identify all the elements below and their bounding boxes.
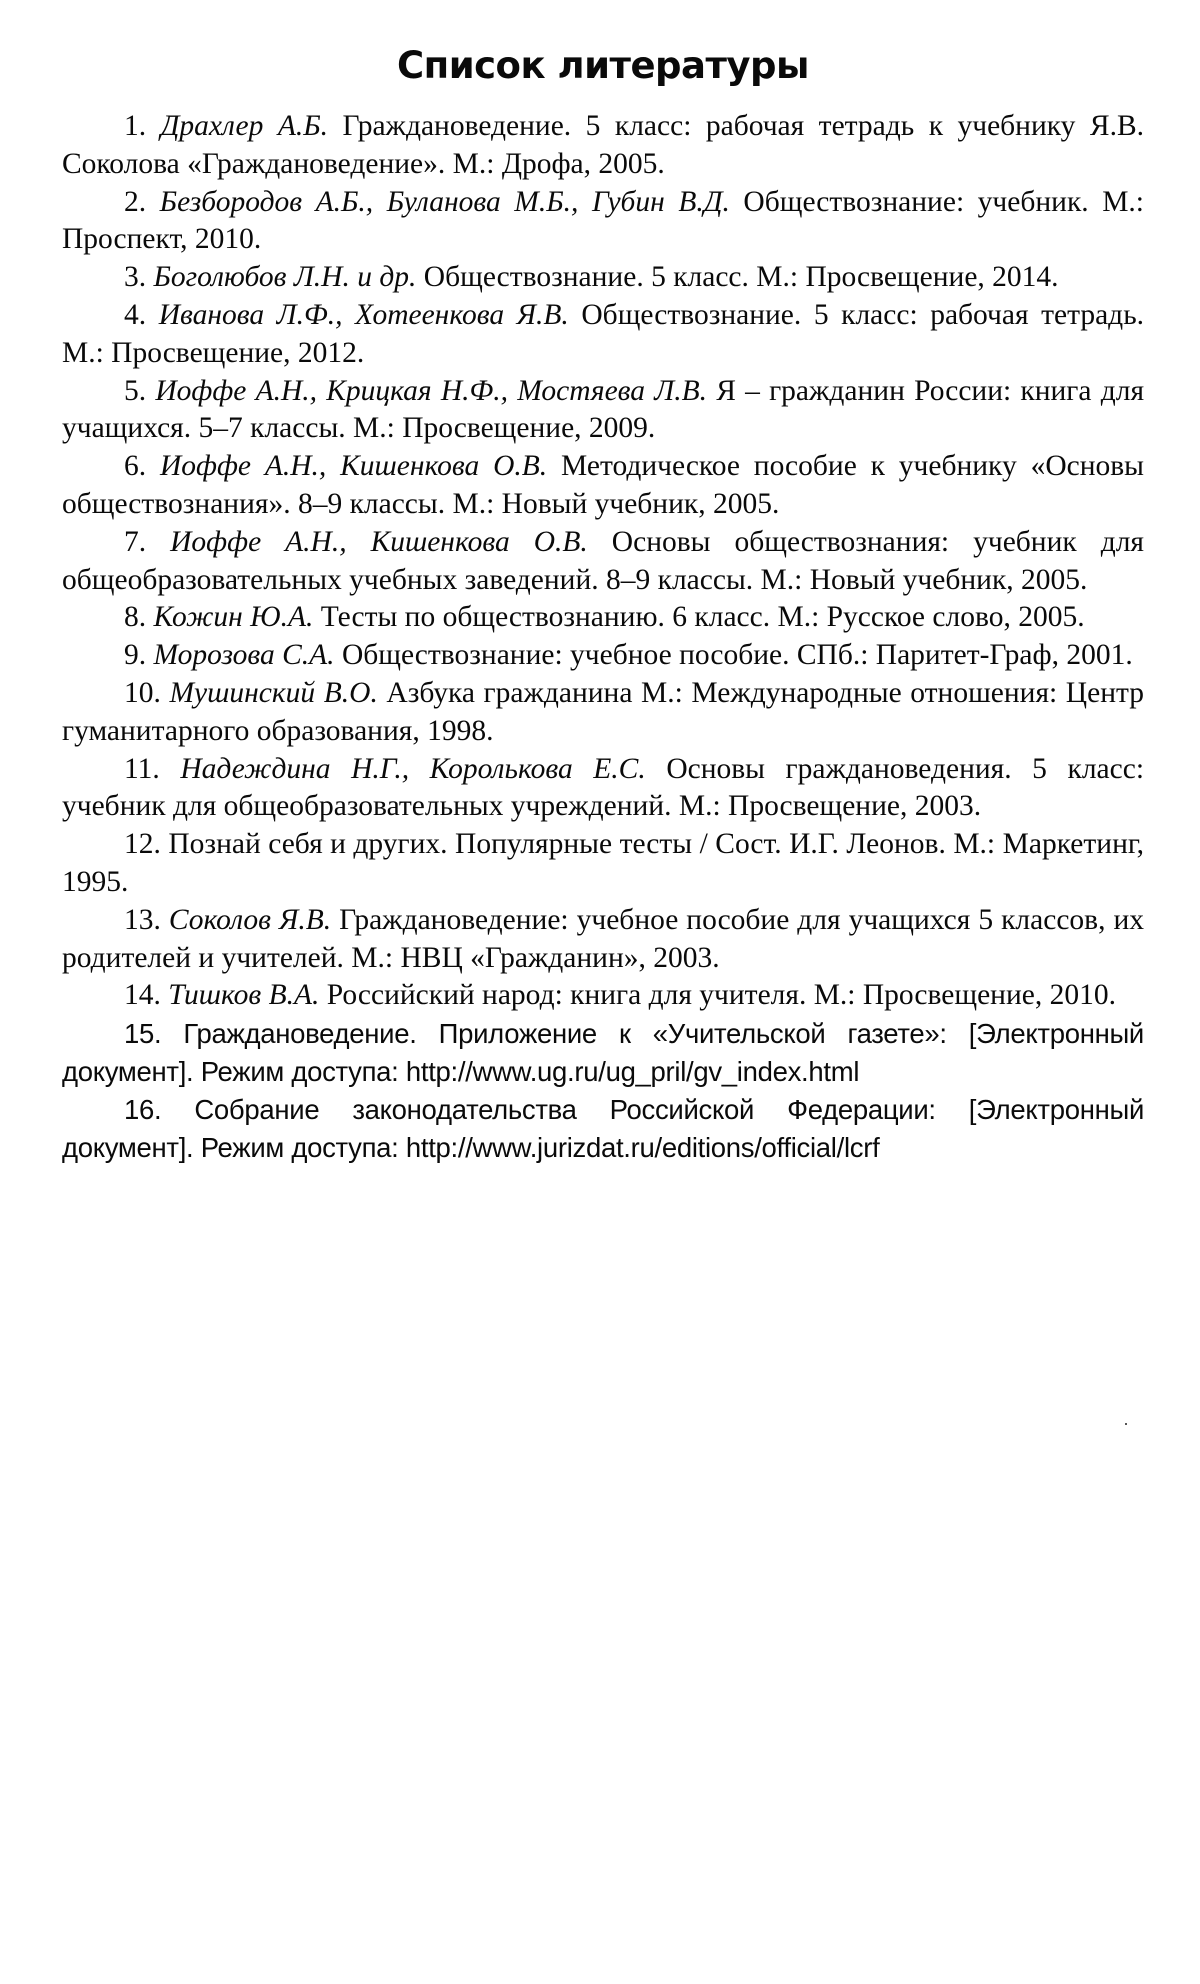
ref-author: Иоффе А.Н., Кишенкова О.В.	[170, 526, 588, 558]
ref-number: 12.	[124, 828, 161, 860]
ref-number: 5.	[124, 375, 146, 407]
reference-item	[62, 448, 1144, 524]
reference-item	[62, 524, 1144, 600]
ref-text: Основы обществознания: учебник для общеобразовательных учебных заведений. 8–9 классы. М.: Новый учебник, 2005.	[62, 526, 1144, 596]
reference-item	[62, 373, 1144, 449]
ref-number: 2.	[124, 186, 146, 218]
reference-item	[62, 1091, 1144, 1167]
ref-text: Азбука гражданина М.: Международные отношения: Центр гуманитарного образования, 1998.	[62, 677, 1144, 747]
ref-author: Мушинский В.О.	[169, 677, 377, 709]
reference-item	[62, 297, 1144, 373]
reference-item	[62, 977, 1144, 1015]
reference-item	[62, 675, 1144, 751]
reference-item	[62, 826, 1144, 902]
ref-author: Безбородов А.Б., Буланова М.Б., Губин В.Д.	[160, 186, 730, 218]
reference-item	[62, 184, 1144, 260]
ref-number: 3.	[124, 261, 146, 293]
ref-text: Граждановедение. 5 класс: рабочая тетрадь к учебнику Я.В. Соколова «Граждановедение». М.: Дрофа, 2005.	[62, 110, 1144, 180]
ref-text: Методическое пособие к учебнику «Основы обществознания». 8–9 классы. М.: Новый учебник, 2005.	[62, 450, 1144, 520]
ref-text: Обществознание. 5 класс: рабочая тетрадь. М.: Просвещение, 2012.	[62, 299, 1144, 369]
reference-item	[62, 637, 1144, 675]
ref-number: 9.	[124, 639, 146, 671]
reference-item	[62, 1015, 1144, 1091]
reference-item	[62, 902, 1144, 978]
reference-item	[62, 108, 1144, 184]
page-title: Список литературы	[62, 38, 1144, 94]
ref-text: Основы граждановедения. 5 класс: учебник для общеобразовательных учреждений. М.: Просвещение, 2003.	[62, 753, 1144, 823]
ref-number: 13.	[124, 904, 161, 936]
ref-text: Обществознание. 5 класс. М.: Просвещение, 2014.	[424, 261, 1059, 293]
ref-author: Соколов Я.В.	[169, 904, 331, 936]
ref-text: Граждановедение. Приложение к «Учительской газете»: [Электронный документ]. Режим доступа: http://www.ug.ru/ug_pril/gv_index.html	[62, 1018, 1144, 1087]
reference-item	[62, 599, 1144, 637]
ref-text: Обществознание: учебное пособие. СПб.: Паритет-Граф, 2001.	[342, 639, 1133, 671]
ref-text: Собрание законодательства Российской Федерации: [Электронный документ]. Режим доступа: http://www.jurizdat.ru/editions/official/lcrf	[62, 1094, 1144, 1163]
ref-author: Иванова Л.Ф., Хотеенкова Я.В.	[159, 299, 569, 331]
ref-author: Морозова С.А.	[154, 639, 335, 671]
scan-speck	[1125, 1423, 1127, 1425]
ref-text: Тесты по обществознанию. 6 класс. М.: Русское слово, 2005.	[321, 601, 1085, 633]
ref-number: 10.	[124, 677, 161, 709]
bibliography-page	[62, 38, 1144, 1167]
ref-number: 7.	[124, 526, 146, 558]
ref-number: 8.	[124, 601, 146, 633]
ref-text: Российский народ: книга для учителя. М.: Просвещение, 2010.	[327, 979, 1116, 1011]
ref-text: Обществознание: учебник. М.: Проспект, 2010.	[62, 186, 1144, 256]
ref-number: 14.	[124, 979, 161, 1011]
reference-item	[62, 259, 1144, 297]
ref-author: Тишков В.А.	[168, 979, 319, 1011]
reference-item	[62, 751, 1144, 827]
ref-author: Боголюбов Л.Н. и др.	[154, 261, 417, 293]
ref-author: Иоффе А.Н., Кишенкова О.В.	[160, 450, 547, 482]
ref-author: Иоффе А.Н., Крицкая Н.Ф., Мостяева Л.В.	[155, 375, 707, 407]
ref-number: 16.	[124, 1094, 161, 1125]
ref-number: 6.	[124, 450, 146, 482]
reference-list	[62, 108, 1144, 1167]
ref-author: Надеждина Н.Г., Королькова Е.С.	[180, 753, 645, 785]
ref-text: Я – гражданин России: книга для учащихся. 5–7 классы. М.: Просвещение, 2009.	[62, 375, 1144, 445]
ref-number: 15.	[124, 1018, 161, 1049]
ref-author: Кожин Ю.А.	[154, 601, 314, 633]
ref-text: Граждановедение: учебное пособие для учащихся 5 классов, их родителей и учителей. М.: НВЦ «Гражданин», 2003.	[62, 904, 1144, 974]
ref-text: Познай себя и других. Популярные тесты / Сост. И.Г. Леонов. М.: Маркетинг, 1995.	[62, 828, 1144, 898]
ref-number: 4.	[124, 299, 146, 331]
ref-number: 11.	[124, 753, 160, 785]
ref-number: 1.	[124, 110, 146, 142]
ref-author: Драхлер А.Б.	[161, 110, 328, 142]
